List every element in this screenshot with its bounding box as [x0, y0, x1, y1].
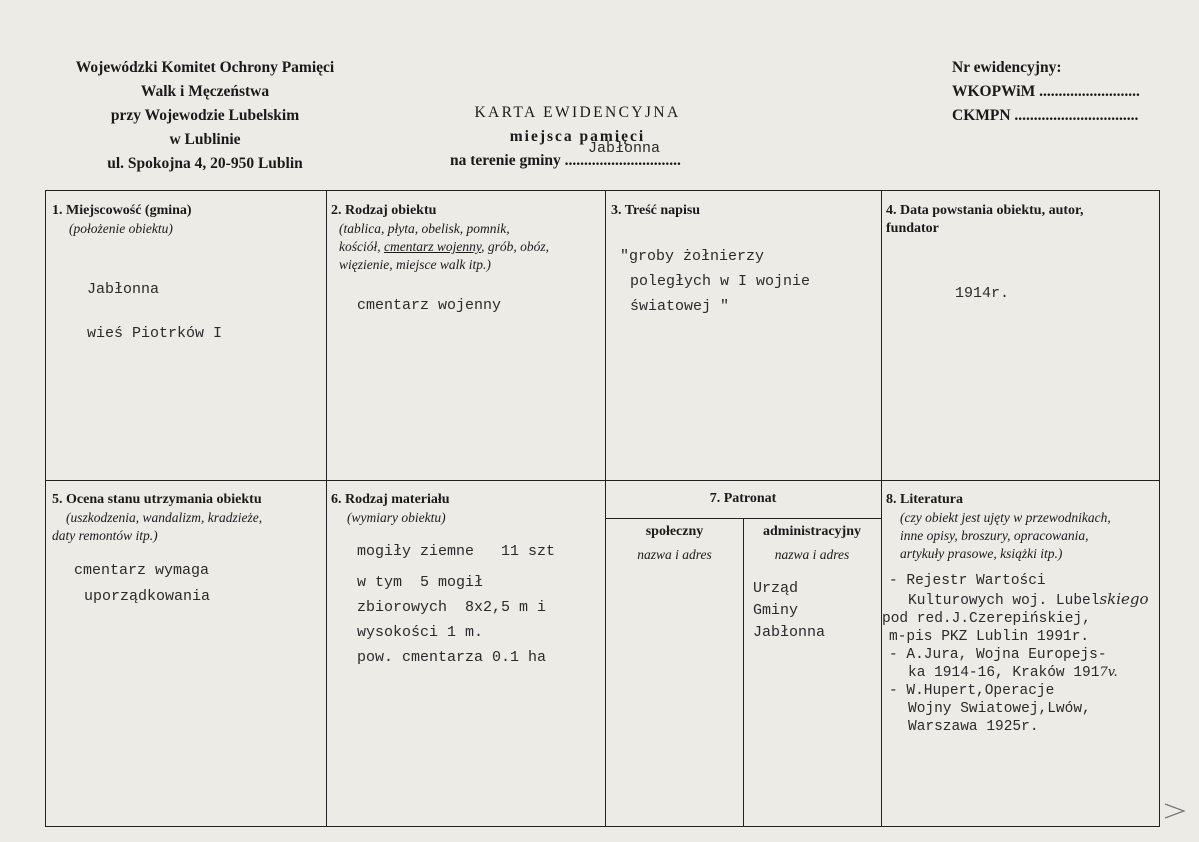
committee-name-line3: przy Wojewodzie Lubelskim: [110, 107, 300, 124]
patronage-admin-value: [753, 578, 825, 644]
cell-creation-date-title-line1: 4. Data powstania obiektu, autor,: [886, 203, 1084, 218]
literature-line5: - A.Jura, Wojna Europejs-: [889, 647, 1107, 663]
committee-name-line4: w Lublinie: [169, 131, 241, 148]
nr-label: Nr ewidencyjny:: [952, 59, 1062, 76]
cell-location-subtitle: (położenie obiektu): [69, 221, 173, 236]
material-line3: zbiorowych 8x2,5 m i: [357, 599, 547, 616]
gmina-label: na terenie gminy ..............................: [450, 152, 681, 169]
condition-text: [74, 558, 210, 610]
selected-object-type: cmentarz wojenny: [384, 239, 482, 254]
cell-material: [331, 491, 603, 527]
patronage-social-hint: nazwa i adres: [637, 547, 712, 562]
patronage-social-header: społeczny: [645, 524, 704, 539]
committee-name-line1: Wojewódzki Komitet Ochrony Pamięci: [75, 59, 335, 76]
literature-line7: - W.Hupert,Operacje: [889, 683, 1055, 699]
literature-line2: [886, 590, 1149, 610]
committee-address: ul. Spokojna 4, 20-950 Lublin: [107, 155, 303, 172]
gmina-value: Jabłonna: [588, 140, 661, 157]
condition-line1: cmentarz wymaga: [74, 562, 210, 579]
patronage-admin-hint: nazwa i adres: [774, 547, 850, 562]
literature-text: ka 1914-16, Kraków 191: [908, 665, 1100, 681]
material-line1: mogiły ziemne 11 szt: [357, 543, 556, 560]
wkopwim-field: WKOPWiM ..........................: [952, 83, 1140, 100]
registry-numbers: [952, 56, 1172, 128]
object-type-value: cmentarz wojenny: [357, 297, 502, 314]
material-text: [357, 539, 555, 670]
cell-condition-title: 5. Ocena stanu utrzymania obiektu: [52, 492, 262, 507]
cell-creation-date: [886, 202, 1158, 238]
cell-literature-hint-line3: artykuły prasowe, książki itp.): [900, 546, 1063, 561]
card-title: KARTA EWIDENCYJNA: [474, 104, 681, 121]
literature-line1: - Rejestr Wartości: [889, 573, 1046, 589]
literature-list: [882, 572, 1149, 736]
committee-header: [40, 56, 370, 176]
inscription-line1: "groby żołnierzy: [620, 248, 765, 265]
cell-object-type: [331, 202, 603, 274]
cell-inscription-title: 3. Treść napisu: [611, 203, 701, 218]
cell-location: [52, 202, 322, 238]
creation-date-value: 1914r.: [955, 285, 1010, 302]
condition-line2: uporządkowania: [84, 588, 211, 605]
cell-condition: [52, 491, 324, 545]
material-line2: w tym 5 mogił: [357, 574, 484, 591]
literature-text: Kulturowych woj. Lubel: [908, 593, 1100, 609]
cell-condition-hint-line1: (uszkodzenia, wandalizm, kradzieże,: [66, 510, 263, 525]
handwritten-note: 7v.: [1099, 665, 1118, 680]
grid-divider: [743, 518, 744, 826]
admin-line1: Urząd: [753, 580, 799, 597]
ckmpn-field: CKMPN ................................: [952, 107, 1139, 124]
cell-creation-date-title-line2: fundator: [886, 221, 939, 236]
grid-divider: [605, 191, 606, 826]
grid-divider: [326, 191, 327, 826]
handwritten-note: skiego: [1099, 590, 1149, 608]
hint-text: kościół,: [339, 239, 384, 254]
object-type-hint-line1: (tablica, płyta, obelisk, pomnik,: [339, 221, 510, 236]
card-subtitle: miejsca pamięci: [509, 128, 646, 145]
hint-text: , grób, obóz,: [481, 239, 550, 254]
pencil-mark-icon: [1162, 800, 1188, 822]
grid-divider: [881, 191, 882, 826]
inscription-line3: światowej ": [630, 298, 730, 315]
location-value-village: wieś Piotrków I: [87, 325, 223, 342]
literature-line3: pod red.J.Czerepińskiej,: [882, 611, 1091, 627]
cell-material-hint: (wymiary obiektu): [347, 510, 446, 525]
admin-line2: Gminy: [753, 602, 799, 619]
inscription-line2: poległych w I wojnie: [630, 273, 811, 290]
inscription-text: [620, 244, 810, 319]
material-line4: wysokości 1 m.: [357, 624, 484, 641]
cell-location-title: 1. Miejscowość (gmina): [52, 203, 192, 218]
cell-literature: [886, 491, 1158, 563]
cell-condition-hint-line2: daty remontów itp.): [52, 528, 158, 543]
literature-line8: Wojny Swiatowej,Lwów,: [908, 701, 1091, 717]
object-type-hint-line3: więzienie, miejsce walk itp.): [339, 257, 491, 272]
cell-inscription: [611, 202, 871, 220]
cell-literature-hint-line1: (czy obiekt jest ujęty w przewodnikach,: [900, 510, 1111, 525]
grid-divider: [46, 480, 1159, 481]
literature-line9: Warszawa 1925r.: [908, 719, 1039, 735]
patronage-admin-header: administracyjny: [763, 524, 861, 539]
literature-line6: [886, 664, 1149, 682]
admin-line3: Jabłonna: [753, 624, 826, 641]
material-line5: pow. cmentarza 0.1 ha: [357, 649, 547, 666]
cell-patronage-title: 7. Patronat: [709, 491, 777, 506]
cell-literature-hint-line2: inne opisy, broszury, opracowania,: [900, 528, 1089, 543]
cell-literature-title: 8. Literatura: [886, 492, 963, 507]
object-type-hint-line2: [339, 238, 603, 256]
literature-line4: m-pis PKZ Lublin 1991r.: [889, 629, 1090, 645]
location-value-gmina: Jabłonna: [87, 281, 160, 298]
cell-material-title: 6. Rodzaj materiału: [331, 492, 450, 507]
committee-name-line2: Walk i Męczeństwa: [140, 83, 270, 100]
cell-object-type-hint: [331, 220, 603, 274]
cell-object-type-title: 2. Rodzaj obiektu: [331, 203, 437, 218]
